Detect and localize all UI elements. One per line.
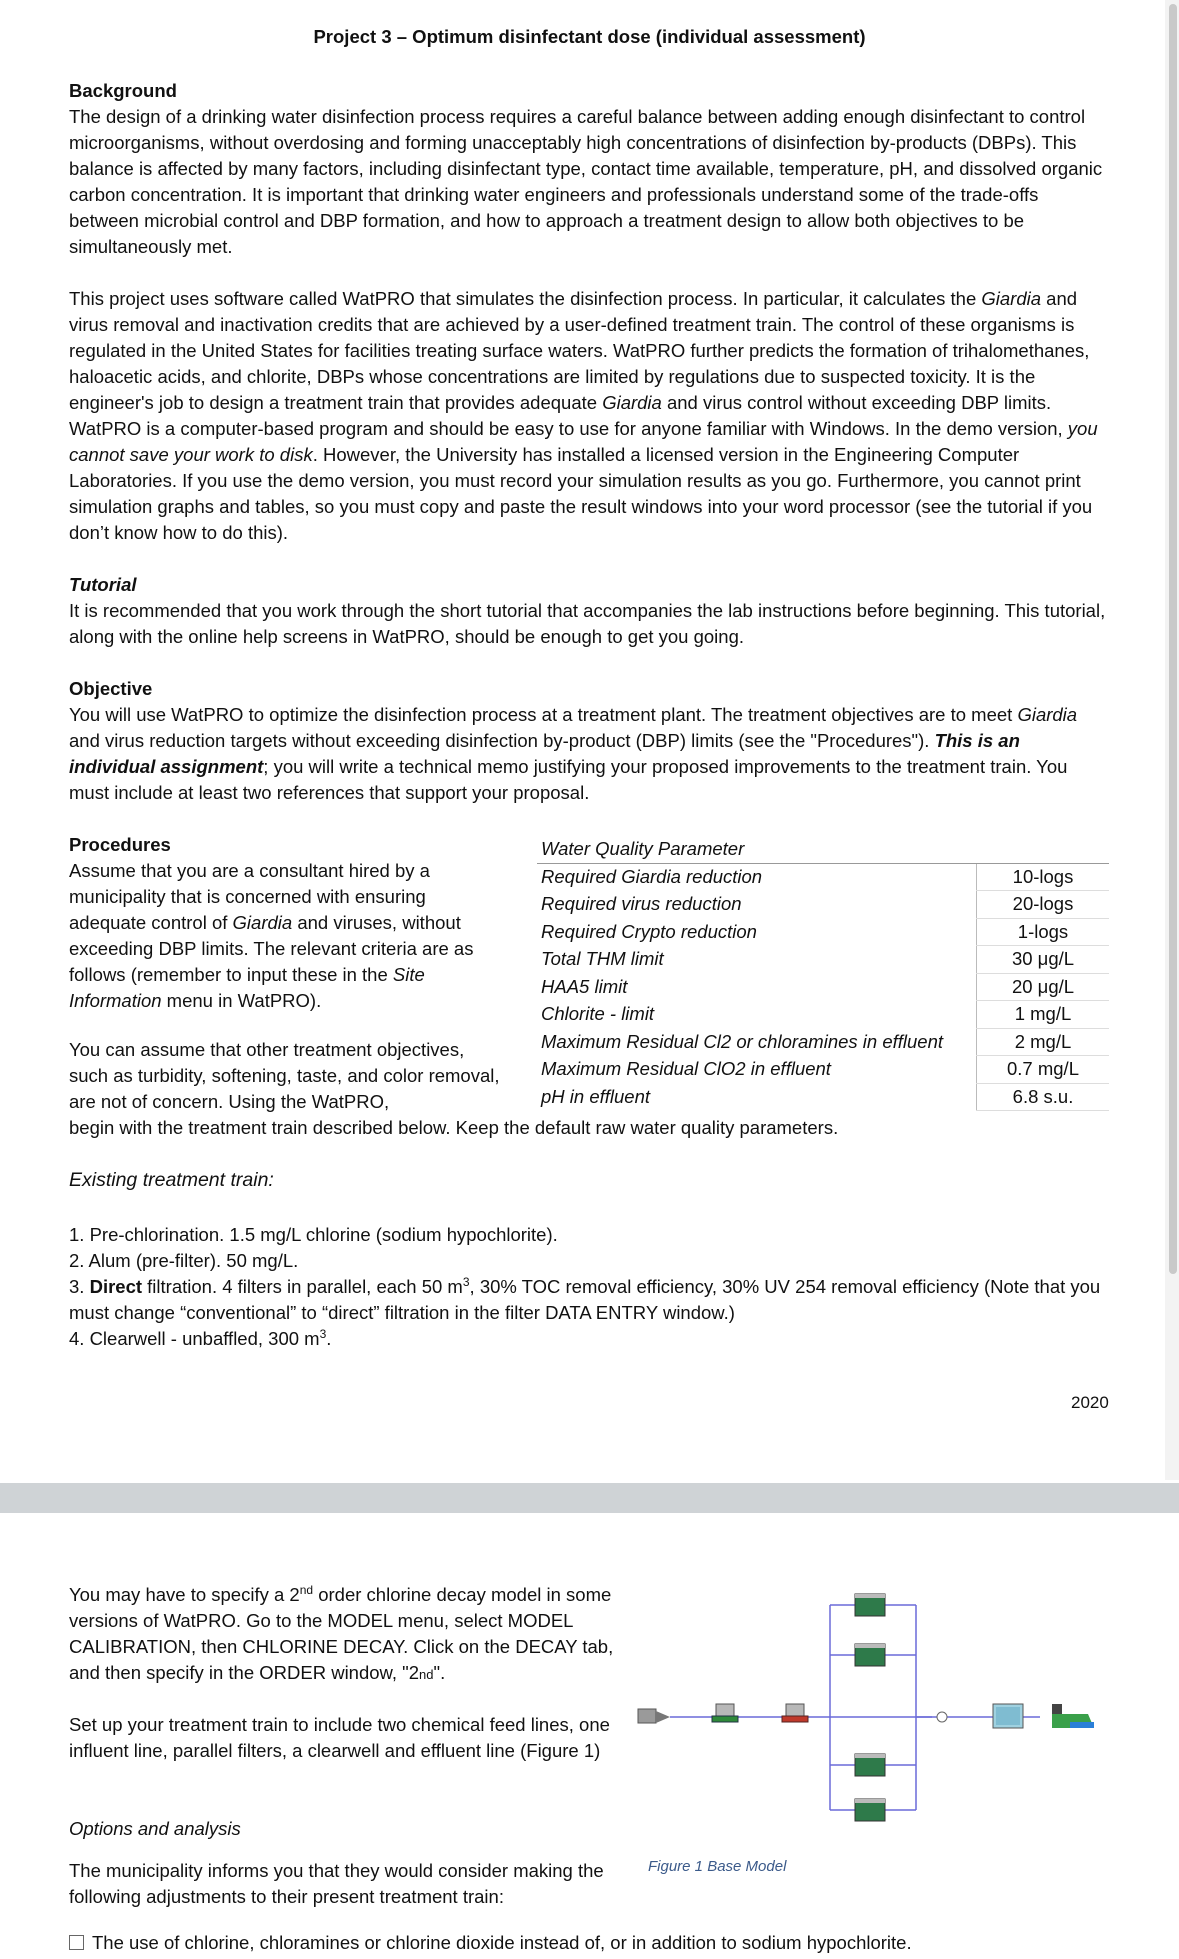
water-quality-table (537, 836, 1109, 1111)
page2-paragraph-2: Set up your treatment train to include two chemical feed lines, one influent line, parallel filters, a clearwell and effluent line (Figure 1) (69, 1714, 610, 1761)
vertical-scrollbar[interactable] (1165, 0, 1179, 1480)
table-row (537, 918, 1109, 946)
param-cell: Chlorite - limit (541, 1003, 655, 1025)
giardia-term: Giardia (602, 392, 662, 413)
objective-section (69, 676, 1109, 806)
item-number: 3. (69, 1276, 90, 1297)
tutorial-text: It is recommended that you work through the short tutorial that accompanies the lab instructions before beginning. This tutorial, along with the online help screens in WatPRO, should be enough to get you going. (69, 600, 1106, 647)
param-cell: Required Crypto reduction (541, 920, 757, 942)
bullet-box-icon (69, 1935, 84, 1950)
filter-4-icon (855, 1799, 885, 1821)
site-information-term: Site Information (69, 964, 425, 1011)
page-break (0, 1483, 1179, 1513)
value-cell: 2 mg/L (977, 1028, 1110, 1056)
tutorial-heading: Tutorial (69, 574, 137, 595)
param-cell: pH in effluent (541, 1085, 651, 1107)
objective-text: ; you will write a technical memo justifying your proposed improvements to the treatment train. You must include at least two references that support your proposal. (69, 756, 1068, 803)
list-item (69, 1326, 1109, 1352)
giardia-term: Giardia (1017, 704, 1078, 725)
table-row (537, 1083, 1109, 1111)
filter-1-icon (855, 1594, 885, 1616)
param-cell: Maximum Residual Cl2 or chloramines in effluent (541, 1030, 944, 1052)
item-text: , 30% TOC removal efficiency, 30% UV 254 removal efficiency (Note that you must change “conventional” to “direct” filtration in the filter DATA ENTRY window.) (69, 1276, 1101, 1323)
demo-warning: you cannot save your work to disk (69, 418, 1098, 465)
page2-paragraph-1 (69, 1582, 629, 1688)
figure-caption: Figure 1 Base Model (648, 1858, 787, 1875)
list-item: 1. Pre-chlorination. 1.5 mg/L chlorine (sodium hypochlorite). (69, 1224, 558, 1245)
param-cell: HAA5 limit (541, 975, 628, 997)
p2-text: order chlorine decay model in some versions of WatPRO. Go to the MODEL menu, select MODEL CALIBRATION, then CHLORINE DECAY. Click on the DECAY tab, and then specify in the ORDER window, "2 (69, 1584, 614, 1683)
footer-year: 2020 (1071, 1393, 1109, 1412)
param-cell: Required Giardia reduction (541, 866, 763, 887)
procedures-paragraph-2-tail: begin with the treatment train described below. Keep the default raw water quality parameters. (69, 1117, 839, 1138)
alum-feed-icon (782, 1704, 808, 1722)
existing-train-heading (69, 1167, 1109, 1193)
filter-2-icon (855, 1644, 885, 1666)
param-cell: Required virus reduction (541, 893, 742, 915)
bullet-text: The use of chlorine, chloramines or chlorine dioxide instead of, or in addition to sodium hypochlorite. (92, 1932, 912, 1953)
value-cell: 1-logs (977, 918, 1110, 946)
base-model-diagram (630, 1590, 1110, 1830)
value-cell: 20-logs (977, 891, 1110, 919)
procedures-text: menu in WatPRO). (161, 990, 322, 1011)
page2-paragraph-3: The municipality informs you that they would consider making the following adjustments to their present treatment train: (69, 1860, 604, 1907)
procedures-section (69, 832, 501, 1014)
param-cell: Maximum Residual ClO2 in effluent (541, 1058, 831, 1080)
effluent-icon (1052, 1704, 1094, 1728)
value-cell: 20 μg/L (977, 973, 1110, 1001)
table-header: Water Quality Parameter (537, 836, 977, 863)
small-text: nd (419, 1667, 434, 1682)
table-row (537, 973, 1109, 1001)
value-cell: 6.8 s.u. (977, 1083, 1110, 1111)
superscript: 3 (462, 1274, 470, 1289)
item-text: . (326, 1328, 332, 1349)
objective-text: and virus reduction targets without exceeding disinfection by-product (DBP) limits (see the "Procedures"). (69, 730, 935, 751)
direct-term: Direct (89, 1276, 143, 1297)
table-row (537, 891, 1109, 919)
procedures-paragraph-2: You can assume that other treatment objectives, such as turbidity, softening, taste, and color removal, are not of concern. Using the WatPRO, (69, 1039, 500, 1112)
param-cell: Total THM limit (541, 948, 664, 970)
clearwell-icon (993, 1704, 1023, 1728)
superscript: nd (299, 1582, 314, 1597)
table-row (537, 1001, 1109, 1029)
p2-text: You may have to specify a 2 (69, 1584, 300, 1605)
item-text: 4. Clearwell - unbaffled, 300 m (69, 1328, 320, 1349)
objective-text: You will use WatPRO to optimize the disinfection process at a treatment plant. The treatment objectives are to meet (69, 704, 1018, 725)
background-paragraph-1: The design of a drinking water disinfection process requires a careful balance between adding enough disinfectant to control microorganisms, without overdosing and forming unacceptably high concentrations of disinfection by-products (DBPs). This balance is affected by many factors, including disinfectant type, contact time available, temperature, pH, and dissolved organic carbon concentration. It is important that drinking water engineers and professionals understand some of the trade-offs between microbial control and DBP formation, and how to approach a treatment design to allow both objectives to be simultaneously met. (69, 106, 1103, 257)
objective-heading: Objective (69, 678, 153, 699)
table-row (537, 1056, 1109, 1084)
giardia-term: Giardia (232, 912, 293, 933)
junction-icon (937, 1712, 947, 1722)
giardia-term: Giardia (981, 288, 1042, 309)
scrollbar-thumb[interactable] (1169, 4, 1177, 1274)
chlorine-feed-icon (712, 1704, 738, 1722)
background-section (69, 78, 1109, 260)
background-paragraph-2 (69, 286, 1109, 546)
page-title: Project 3 – Optimum disinfectant dose (individual assessment) (313, 26, 866, 47)
bg-text: and virus removal and inactivation credits that are achieved by a user-defined treatment train. The control of these organisms is regulated in the United States for facilities treating surface waters. WatPRO further predicts the formation of trihalomethanes, haloacetic acids, and chlorite, DBPs whose concentrations are limited by regulations due to suspected toxicity. It is the engineer's job to design a treatment train that provides adequate (69, 288, 1090, 413)
table-row (537, 863, 1109, 891)
item-text: filtration. 4 filters in parallel, each 50 m (142, 1276, 463, 1297)
procedures-text: and viruses, without exceeding DBP limits. The relevant criteria are as follows (remember to input these in the (69, 912, 474, 985)
table-row (537, 1028, 1109, 1056)
p2-text: ". (433, 1662, 446, 1683)
existing-train-heading-text: Existing treatment train: (69, 1169, 274, 1191)
list-item (69, 1274, 1109, 1326)
bg-text: . However, the University has installed a licensed version in the Engineering Computer Laboratories. If you use the demo version, you must record your simulation results as you go. Furthermore, you cannot print simulation graphs and tables, so you must copy and paste the result windows into your word processor (see the tutorial if you don’t know how to do this). (69, 444, 1093, 543)
value-cell: 10-logs (977, 863, 1110, 891)
filter-3-icon (855, 1754, 885, 1776)
table-header-row (537, 836, 1109, 863)
existing-train-list (69, 1222, 1109, 1352)
influent-pump-icon (638, 1709, 670, 1723)
bg-text: and virus control without exceeding DBP limits. WatPRO is a computer-based program and should be easy to use for anyone familiar with Windows. In the demo version, (69, 392, 1068, 439)
individual-assignment-note: This is an individual assignment (69, 730, 1020, 777)
value-cell: 0.7 mg/L (977, 1056, 1110, 1084)
table-row (537, 946, 1109, 974)
bg-text: This project uses software called WatPRO that simulates the disinfection process. In particular, it calculates the (69, 288, 982, 309)
tutorial-section (69, 572, 1109, 650)
procedures-heading: Procedures (69, 834, 171, 855)
value-cell: 1 mg/L (977, 1001, 1110, 1029)
list-item: 2. Alum (pre-filter). 50 mg/L. (69, 1250, 299, 1271)
option-bullet (69, 1930, 1109, 1956)
options-heading (69, 1816, 629, 1842)
value-cell: 30 μg/L (977, 946, 1110, 974)
background-heading: Background (69, 80, 177, 101)
procedures-text: Assume that you are a consultant hired by a municipality that is concerned with ensuring adequate control of (69, 860, 430, 933)
superscript: 3 (319, 1326, 327, 1341)
options-heading-text: Options and analysis (69, 1818, 241, 1839)
